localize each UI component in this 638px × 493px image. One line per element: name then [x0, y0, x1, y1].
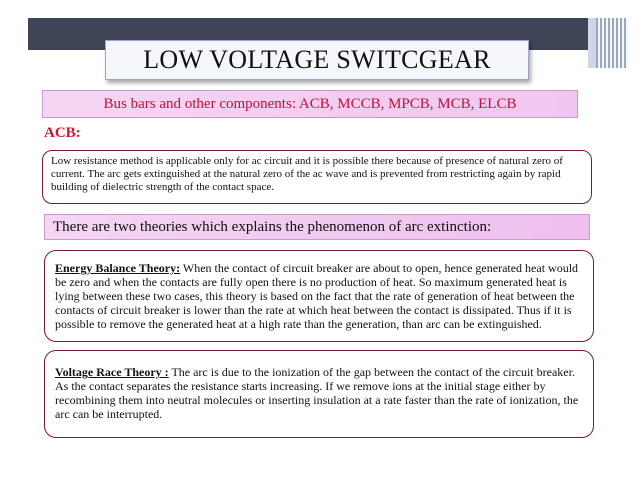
energy-balance-heading: Energy Balance Theory:	[55, 261, 181, 275]
header-stripes-decoration	[596, 18, 628, 68]
slide-title: LOW VOLTAGE SWITCGEAR	[143, 45, 491, 74]
voltage-race-box	[44, 350, 594, 438]
energy-balance-box	[44, 250, 594, 342]
subtitle-banner: Bus bars and other components: ACB, MCCB, MPCB, MCB, ELCB	[42, 90, 578, 118]
energy-balance-text: When the contact of circuit breaker are about to open, hence generated heat would be zero and when the contacts are fully open there is no production of heat. So maximum generated heat is lying between these two cases, this theory is based on the fact that the rate of generation of heat between the contacts of circuit breaker is lower than the rate at which heat between the contact is dissipated. Thus if it is possible to remove the generated heat at a high rate than the generation, than arc can be extinguished.	[55, 261, 579, 331]
voltage-race-heading: Voltage Race Theory :	[55, 365, 169, 379]
voltage-race-text: The arc is due to the ionization of the gap between the contact of the circuit breaker. As the contact separates the resistance starts increasing. If we remove ions at the initial stage either by recombining them into neutral molecules or inserting insulation at a rate faster than the rate of ionization, the arc can be interrupted.	[55, 365, 579, 421]
acb-description-text: Low resistance method is applicable only for ac circuit and it is possible there because of presence of natural zero of current. The arc gets extinguished at the natural zero of the ac wave and is prevented from restricting again by rapid building of dielectric strength of the contact space.	[51, 155, 563, 193]
acb-description-box	[42, 150, 592, 204]
section-label-acb: ACB:	[44, 125, 81, 141]
theories-intro-banner: There are two theories which explains the phenomenon of arc extinction:	[44, 214, 590, 240]
title-banner	[105, 40, 529, 80]
